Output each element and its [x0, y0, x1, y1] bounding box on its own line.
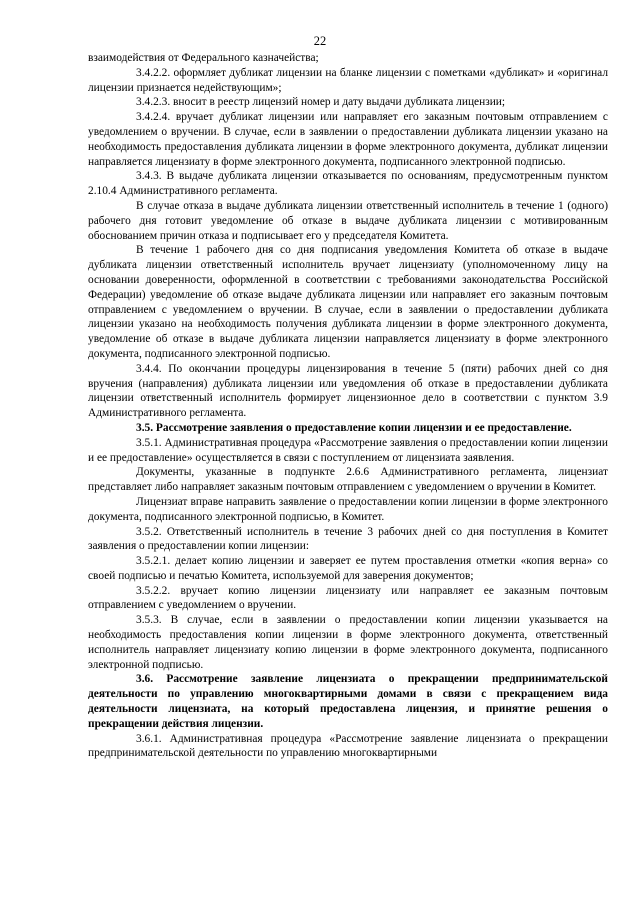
paragraph: 3.4.3. В выдаче дубликата лицензии отказывается по основаниям, предусмотренным пунктом 2.10.4 Административного регламента.	[88, 170, 608, 198]
section-heading: 3.6. Рассмотрение заявление лицензиата о прекращении предпринимательской деятельности по управлению многоквартирными домами в связи с прекращением вида деятельности лицензиата, на который предоставлена лицензия, и принятие решения о прекращении действия лицензии.	[88, 673, 608, 730]
paragraph: В случае отказа в выдаче дубликата лицензии ответственный исполнитель в течение 1 (одного) рабочего дня готовит уведомление об отказе в выдаче дубликата лицензии с мотивированным обоснованием причин отказа и подписывает его у председателя Комитета.	[88, 199, 608, 242]
paragraph: 3.5.3. В случае, если в заявлении о предоставлении копии лицензии указывается на необходимость предоставления копии лицензии в форме электронного документа, ответственный исполнитель направляет лицензиату копию лицензии в форме электронного документа, подписанного электронной подписью.	[88, 614, 608, 671]
paragraph: 3.4.2.4. вручает дубликат лицензии или направляет его заказным почтовым отправлением с уведомлением о вручении. В случае, если в заявлении о предоставлении дубликата лицензии указано на необходимость предоставления дубликата лицензии в форме электронного документа, дубликат лицензии направляется лицензиату в форме электронного документа, подписанного электронной подписью.	[88, 111, 608, 168]
paragraph: 3.5.1. Административная процедура «Рассмотрение заявления о предоставлении копии лицензии и ее предоставление» осуществляется в связи с поступлением от лицензиата заявления.	[88, 436, 608, 464]
paragraph: 3.5.2. Ответственный исполнитель в течение 3 рабочих дней со дня поступления в Комитет заявления о предоставлении копии лицензии:	[88, 525, 608, 553]
paragraph: 3.5.2.2. вручает копию лицензии лицензиату или направляет ее заказным почтовым отправлением с уведомлением о вручении.	[88, 584, 608, 612]
paragraph: 3.4.4. По окончании процедуры лицензирования в течение 5 (пяти) рабочих дней со дня вручения (направления) дубликата лицензии или уведомления об отказе в предоставлении дубликата лицензии ответственный исполнитель формирует лицензионное дело в соответствии с пунктом 3.9 Административного регламента.	[88, 362, 608, 420]
paragraph: 3.5.2.1. делает копию лицензии и заверяет ее путем проставления отметки «копия верна» со своей подписью и печатью Комитета, используемой для заверения документов;	[88, 555, 608, 582]
paragraph: 3.4.2.2. оформляет дубликат лицензии на бланке лицензии с пометками «дубликат» и «оригинал лицензии признается недействующим»;	[88, 66, 608, 94]
paragraph: 3.4.2.3. вносит в реестр лицензий номер и дату выдачи дубликата лицензии;	[136, 96, 506, 109]
document-body	[88, 51, 608, 761]
paragraph: В течение 1 рабочего дня со дня подписания уведомления Комитета об отказе в выдаче дубликата лицензии ответственный исполнитель вручает лицензиату (уполномоченному лицу на основании доверенности, оформленной в соответствии с требованиями законодательства Российской Федерации) уведомление об отказе выдаче дубликата лицензии или направляет его заказным почтовым отправлением с уведомлением о вручении. В случае, если в заявлении о предоставлении дубликата лицензии указано на необходимость получения дубликата лицензии в форме электронного документа, уведомление об отказе в выдаче дубликата лицензии направляется лицензиату в форме электронного документа, подписанного электронной подписью.	[88, 244, 608, 360]
paragraph: взаимодействия от Федерального казначейства;	[88, 52, 319, 64]
paragraph: Лицензиат вправе направить заявление о предоставлении копии лицензии в форме электронного документа, подписанного электронной подписью, в Комитет.	[88, 495, 608, 523]
section-heading: 3.5. Рассмотрение заявления о предоставление копии лицензии и ее предоставление.	[136, 421, 572, 434]
paragraph: Документы, указанные в подпункте 2.6.6 Административного регламента, лицензиат представляет либо направляет заказным почтовым отправлением с уведомлением о вручении в Комитет.	[88, 466, 608, 494]
page-number: 22	[313, 34, 327, 48]
paragraph: 3.6.1. Административная процедура «Рассмотрение заявление лицензиата о прекращении предпринимательской деятельности по управлению многоквартирными	[88, 732, 608, 760]
